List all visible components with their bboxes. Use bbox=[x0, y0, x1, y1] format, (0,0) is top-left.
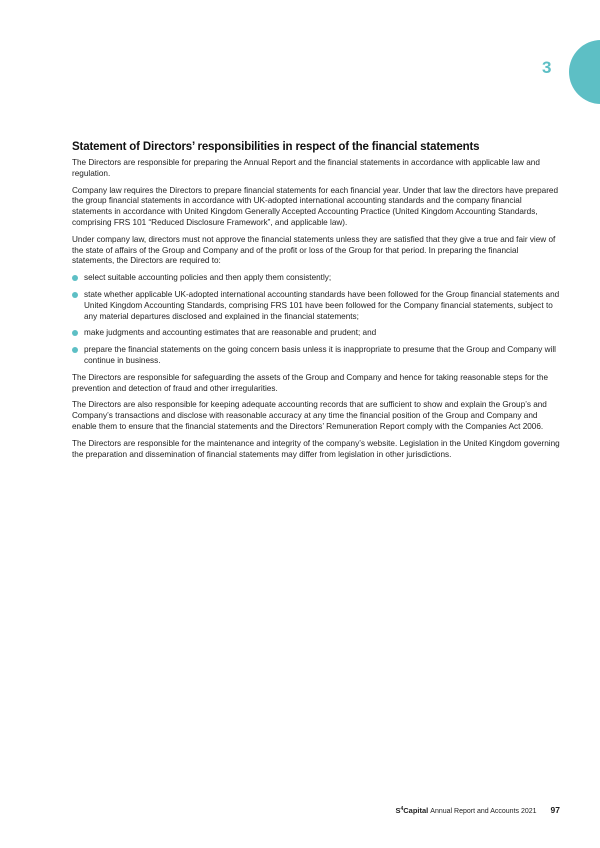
paragraph: Under company law, directors must not approve the financial statements unless they are satisfied that they give a true and fair view of the state of affairs of the Group and Company and of the profit or loss of the Group for that period. In preparing the financial statements, the Directors are required to: bbox=[72, 234, 556, 266]
report-title: Annual Report and Accounts 2021 bbox=[430, 808, 537, 815]
list-item bbox=[72, 328, 562, 339]
paragraph: The Directors are also responsible for keeping adequate accounting records that are sufficient to show and explain the Group’s and Company’s transactions and disclose with reasonable accuracy at any time the financial position of the Group and Company and enable them to ensure that the financial statements and the Directors’ Remuneration Report comply with the Companies Act 2006. bbox=[72, 400, 547, 431]
list-item bbox=[72, 345, 562, 367]
paragraph: The Directors are responsible for safeguarding the assets of the Group and Company and hence for taking reasonable steps for the prevention and detection of fraud and other irregularities. bbox=[72, 372, 549, 393]
list-item-text: state whether applicable UK-adopted international accounting standards have been followed for the Group financial statements and United Kingdom Accounting Standards, comprising FRS 101 have been followed for the Company financial statements, subject to any material departures disclosed and explained in the financial statements; bbox=[84, 289, 560, 321]
bullet-icon bbox=[72, 275, 78, 281]
paragraph: The Directors are responsible for the maintenance and integrity of the company’s website. Legislation in the United Kingdom governing the preparation and dissemination of financial statements may differ from legislation in other jurisdictions. bbox=[72, 438, 560, 459]
section-tab bbox=[569, 40, 600, 104]
requirements-list bbox=[72, 273, 562, 367]
list-item bbox=[72, 273, 562, 284]
brand-logo bbox=[395, 806, 428, 815]
list-item-text: prepare the financial statements on the going concern basis unless it is inappropriate to presume that the Group and Company will continue in business. bbox=[84, 345, 556, 365]
page-number: 97 bbox=[550, 805, 560, 815]
bullet-icon bbox=[72, 347, 78, 353]
bullet-icon bbox=[72, 292, 78, 298]
bullet-icon bbox=[72, 330, 78, 336]
brand-superscript: 4 bbox=[400, 806, 404, 812]
paragraph: Company law requires the Directors to prepare financial statements for each financial year. Under that law the directors have prepared the group financial statements in accordance with UK-adopted international accounting standards and the company financial statements in accordance with United Kingdom Generally Accepted Accounting Practice (United Kingdom Accounting Standards, comprising FRS 101 “Reduced Disclosure Framework”, and applicable law). bbox=[72, 185, 559, 227]
page-footer bbox=[395, 805, 560, 815]
brand-suffix: Capital bbox=[403, 806, 429, 815]
section-number: 3 bbox=[542, 58, 552, 77]
list-item-text: make judgments and accounting estimates that are reasonable and prudent; and bbox=[84, 328, 377, 338]
main-content bbox=[72, 141, 562, 466]
paragraph: The Directors are responsible for preparing the Annual Report and the financial statements in accordance with applicable law and regulation. bbox=[72, 158, 540, 178]
list-item-text: select suitable accounting policies and then apply them consistently; bbox=[84, 273, 332, 283]
brand-prefix: S bbox=[395, 806, 401, 815]
list-item bbox=[72, 290, 562, 322]
section-heading: Statement of Directors’ responsibilities in respect of the financial statements bbox=[72, 141, 480, 153]
